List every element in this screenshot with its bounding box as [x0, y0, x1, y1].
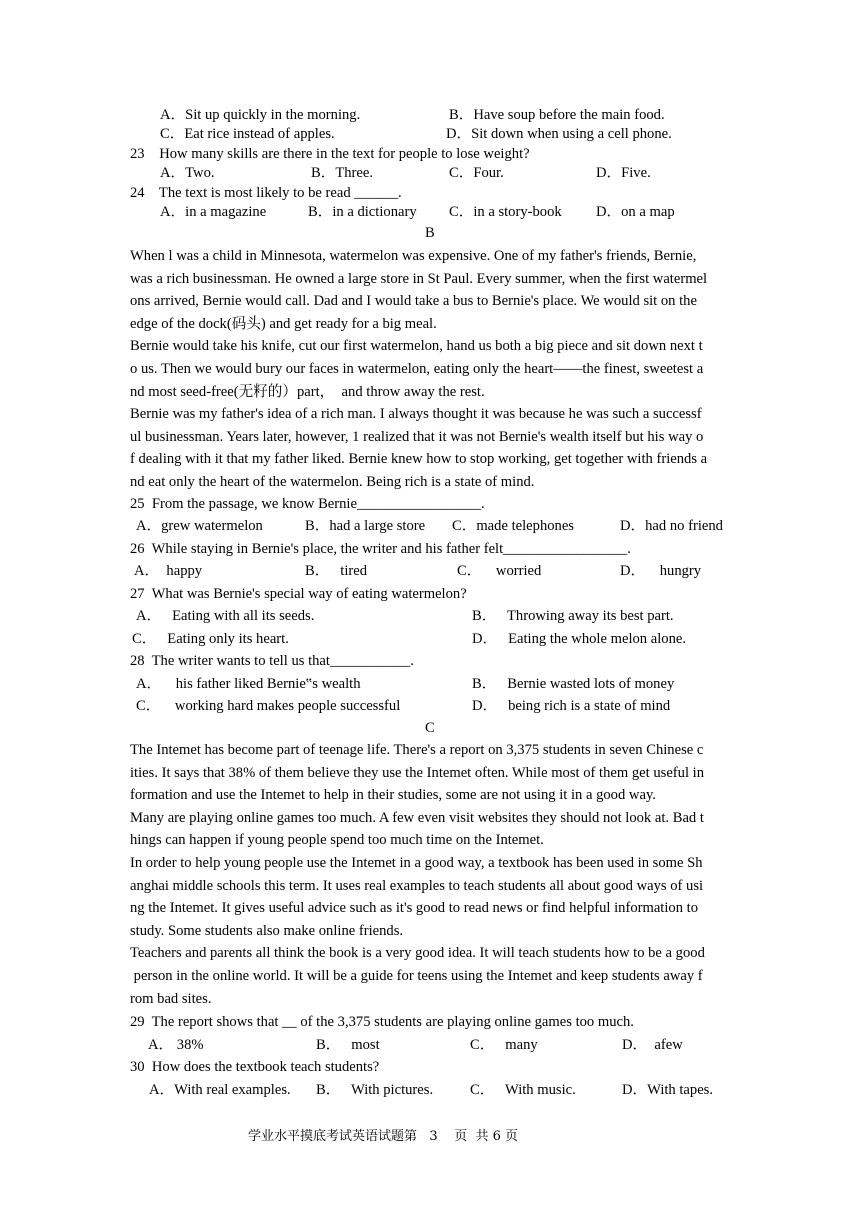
q22-option-c: C．Eat rice instead of apples.	[160, 126, 335, 142]
passage-line: hings can happen if young people spend too much time on the Intemet.	[130, 832, 544, 849]
q25-option-b: B．had a large store	[305, 518, 426, 534]
q27-option-c: C． Eating only its heart.	[132, 631, 289, 647]
q24-option-a: A．in a magazine	[160, 204, 267, 220]
passage-line: anghai middle schools this term. It uses real examples to teach students all about good ways of usi	[130, 877, 704, 894]
q23-stem: 23 How many skills are there in the text for people to lose weight?	[130, 146, 530, 162]
q24-option-c: C．in a story-book	[449, 204, 562, 220]
q27-stem: 27 What was Bernie's special way of eating watermelon?	[130, 586, 467, 602]
q24-option-b: B．in a dictionary	[308, 204, 417, 220]
q22-option-d: D．Sit down when using a cell phone.	[446, 126, 672, 142]
passage-line: ul businessman. Years later, however, 1 realized that it was not Bernie's wealth itself but his way o	[130, 428, 704, 445]
passage-line: ities. It says that 38% of them believe they use the Intemet often. While most of them get useful in	[130, 764, 705, 781]
passage-line: edge of the dock(码头) and get ready for a big meal.	[130, 315, 437, 332]
q28-option-d: D． being rich is a state of mind	[472, 698, 671, 714]
passage-line: formation and use the Intemet to help in their studies, some are not using it in a good way.	[130, 787, 656, 804]
q24-option-d: D．on a map	[596, 204, 675, 220]
passage-line: f dealing with it that my father liked. Bernie knew how to stop working, get together with friends a	[130, 451, 708, 468]
q23-option-a: A．Two.	[160, 165, 215, 181]
passage-line: rom bad sites.	[130, 990, 212, 1007]
q26-option-d: D． hungry	[620, 563, 702, 579]
passage-line: In order to help young people use the Intemet in a good way, a textbook has been used in some Sh	[130, 854, 703, 871]
q25-option-c: C．made telephones	[452, 518, 574, 534]
q30-option-a: A．With real examples.	[149, 1082, 291, 1098]
q23-option-c: C．Four.	[449, 165, 504, 181]
q29-option-a: A． 38%	[148, 1037, 204, 1053]
q29-option-d: D． afew	[622, 1037, 683, 1053]
q28-option-c: C． working hard makes people successful	[136, 698, 401, 714]
q30-option-b: B． With pictures.	[316, 1082, 434, 1098]
passage-line: The Intemet has become part of teenage life. There's a report on 3,375 students in seven Chinese c	[130, 742, 704, 758]
q25-option-d: D．had no friend	[620, 518, 723, 534]
q22-option-a: A．Sit up quickly in the morning.	[160, 107, 361, 123]
passage-line: person in the online world. It will be a guide for teens using the Intemet and keep students away f	[130, 967, 703, 984]
passage-line: ng the Intemet. It gives useful advice such as it's good to read news or find helpful information to	[130, 900, 699, 917]
q26-option-a: A． happy	[134, 563, 203, 579]
passage-line: Many are playing online games too much. A few even visit websites they should not look at. Bad t	[130, 809, 704, 826]
q30-option-d: D．With tapes.	[622, 1082, 714, 1098]
section-c-heading: C	[425, 720, 435, 736]
q27-option-b: B． Throwing away its best part.	[472, 608, 674, 624]
section-b-heading: B	[425, 225, 435, 241]
q28-stem: 28 The writer wants to tell us that___________.	[130, 653, 414, 669]
q23-option-d: D．Five.	[596, 165, 651, 181]
passage-line: When l was a child in Minnesota, watermelon was expensive. One of my father's friends, Bernie,	[130, 248, 697, 264]
section-c-passage	[130, 739, 734, 1010]
q30-stem: 30 How does the textbook teach students?	[130, 1059, 380, 1075]
q22-option-b: B．Have soup before the main food.	[449, 107, 665, 123]
passage-line: study. Some students also make online friends.	[130, 922, 404, 939]
q27-option-a: A． Eating with all its seeds.	[136, 608, 315, 624]
q28-option-b: B． Bernie wasted lots of money	[472, 676, 675, 692]
q29-stem: 29 The report shows that __ of the 3,375 students are playing online games too much.	[130, 1014, 634, 1030]
q28-option-a: A． his father liked Bernie‟s wealth	[136, 676, 361, 692]
passage-line: Bernie was my father's idea of a rich man. I always thought it was because he was such a successf	[130, 406, 702, 423]
passage-line: nd eat only the heart of the watermelon. Being rich is a state of mind.	[130, 473, 535, 490]
q25-option-a: A．grew watermelon	[136, 518, 263, 534]
q23-option-b: B．Three.	[311, 165, 374, 181]
passage-line: nd most seed-free(无籽的）part， and throw away the rest.	[130, 383, 485, 400]
q27-option-d: D． Eating the whole melon alone.	[472, 631, 686, 647]
q29-option-b: B． most	[316, 1037, 380, 1053]
passage-line: was a rich businessman. He owned a large store in St Paul. Every summer, when the first watermel	[130, 270, 708, 287]
q26-option-b: B． tired	[305, 563, 368, 579]
q29-option-c: C． many	[470, 1037, 538, 1053]
section-b-passage	[130, 245, 734, 494]
q24-stem: 24 The text is most likely to be read ______.	[130, 185, 402, 201]
q26-option-c: C． worried	[457, 563, 542, 579]
q30-option-c: C． With music.	[470, 1082, 576, 1098]
passage-line: o us. Then we would bury our faces in watermelon, eating only the heart——the finest, sweetest a	[130, 360, 704, 377]
q25-stem: 25 From the passage, we know Bernie_________________.	[130, 496, 485, 512]
passage-line: Teachers and parents all think the book is a very good idea. It will teach students how to be a good	[130, 945, 705, 962]
passage-line: Bernie would take his knife, cut our first watermelon, hand us both a big piece and sit down next t	[130, 338, 703, 355]
page-footer: 学业水平摸底考试英语试题第 3 页 共 6 页	[248, 1129, 518, 1144]
passage-line: ons arrived, Bernie would call. Dad and I would take a bus to Bernie's place. We would sit on the	[130, 293, 697, 310]
q26-stem: 26 While staying in Bernie's place, the writer and his father felt_________________.	[130, 541, 631, 557]
